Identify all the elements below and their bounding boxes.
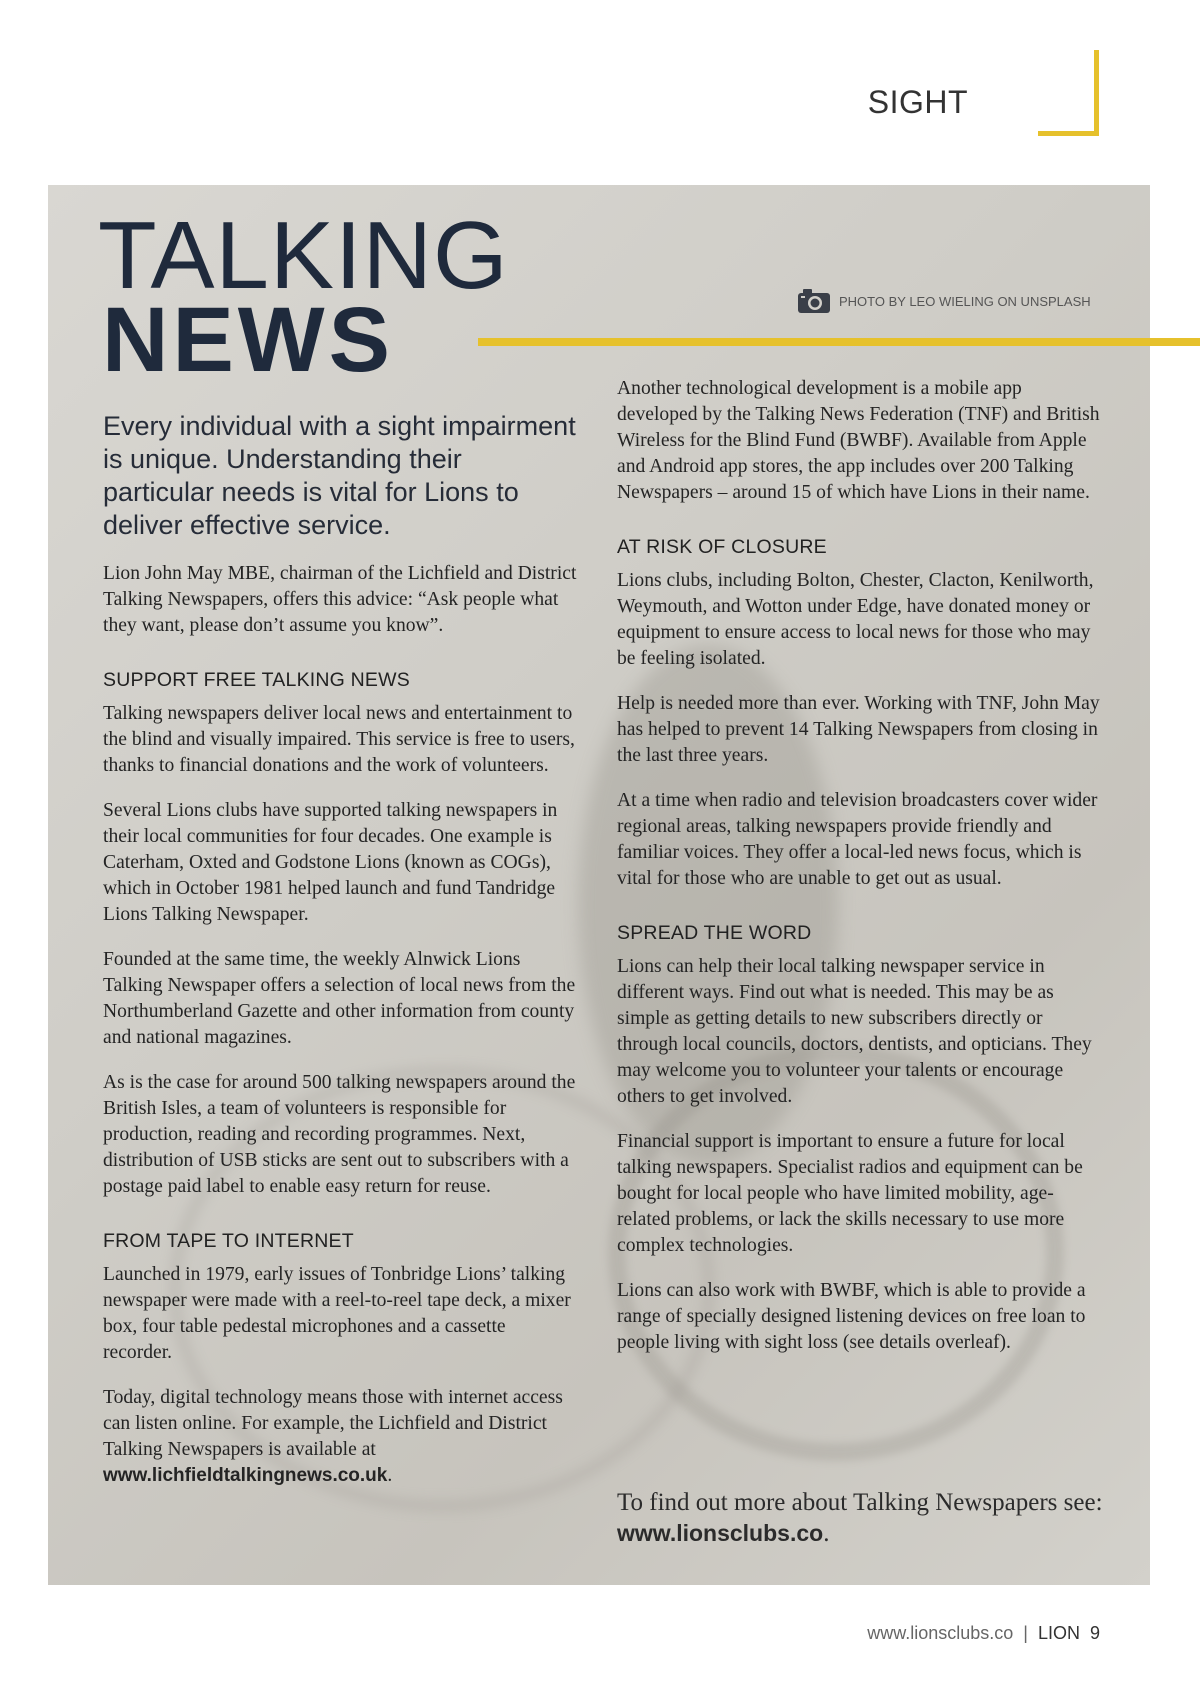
- paragraph: Lions clubs, including Bolton, Chester, Clacton, Kenilworth, Weymouth, and Wotton under Edge, have donated money or equipment to ensure access to local news for those who may be feeling isolated.: [617, 570, 1094, 669]
- footer-url[interactable]: www.lionsclubs.co: [867, 1623, 1014, 1643]
- paragraph: Founded at the same time, the weekly Alnwick Lions Talking Newspaper offers a selection of local news from the Northumberland Gazette and other information from county and national magazines.: [103, 949, 576, 1048]
- paragraph: At a time when radio and television broadcasters cover wider regional areas, talking newspapers provide friendly and familiar voices. They offer a local-led news focus, which is vital for those who are unable to get out as usual.: [617, 790, 1098, 889]
- paragraph: As is the case for around 500 talking newspapers around the British Isles, a team of volunteers is responsible for production, reading and recording programmes. Next, distribution of USB sticks are sent out to subscribers with a postage paid label to enable easy return for reuse.: [103, 1072, 576, 1197]
- footer-publication: LION: [1037, 1623, 1080, 1643]
- section-label: SIGHT: [867, 84, 968, 120]
- paragraph-text: Today, digital technology means those with internet access can listen online. For example, the Lichfield and District Talking Newspapers is available at: [103, 1387, 563, 1460]
- footer-separator: |: [1023, 1623, 1028, 1643]
- article-title-line2: NEWS: [102, 289, 394, 391]
- page-footer: [867, 1623, 1100, 1644]
- find-more-text: To find out more about Talking Newspapers see:: [617, 1489, 1103, 1516]
- article-title-line1: TALKING: [98, 202, 509, 309]
- subheading: AT RISK OF CLOSURE: [617, 536, 827, 558]
- title-accent-rule: [478, 338, 1200, 346]
- paragraph: Lion John May MBE, chairman of the Lichfield and District Talking Newspapers, offers this advice: “Ask people what they want, please don’t assume you know”.: [103, 563, 577, 636]
- paragraph: Lions can help their local talking newspaper service in different ways. Find out what is needed. This may be as simple as getting details to new subscribers directly or through local councils, doctors, dentists, and opticians. They may welcome you to volunteer your talents or encourage others to get involved.: [617, 956, 1092, 1107]
- article-lead: Every individual with a sight impairment is unique. Understanding their particular needs is vital for Lions to deliver effective service.: [103, 411, 576, 540]
- paragraph: Help is needed more than ever. Working with TNF, John May has helped to prevent 14 Talking Newspapers from closing in the last three years.: [617, 693, 1100, 766]
- section-bracket-decoration: [1038, 50, 1099, 136]
- subheading: SPREAD THE WORD: [617, 922, 812, 944]
- lichfield-website-link[interactable]: www.lichfieldtalkingnews.co.uk: [103, 1465, 388, 1486]
- paragraph: Several Lions clubs have supported talking newspapers in their local communities for four decades. One example is Caterham, Oxted and Godstone Lions (known as COGs), which in October 1981 helped launch and fund Tandridge Lions Talking Newspaper.: [103, 800, 558, 925]
- paragraph: Lions can also work with BWBF, which is able to provide a range of specially designed listening devices on free loan to people living with sight loss (see details overleaf).: [617, 1280, 1086, 1353]
- article-right-column: [617, 376, 1107, 1375]
- paragraph-with-link: [103, 1385, 579, 1489]
- find-more-callout: [617, 1488, 1117, 1549]
- paragraph: Another technological development is a mobile app developed by the Talking News Federation (TNF) and British Wireless for the Blind Fund (BWBF). Available from Apple and Android app stores, the app includes over 200 Talking Newspapers – around 15 of which have Lions in their name.: [617, 378, 1100, 503]
- paragraph: Financial support is important to ensure a future for local talking newspapers. Specialist radios and equipment can be bought for local people who have limited mobility, age-related problems, or lack the skills necessary to use more complex technologies.: [617, 1131, 1083, 1256]
- find-more-end: .: [823, 1520, 830, 1547]
- paragraph: Talking newspapers deliver local news and entertainment to the blind and visually impaired. This service is free to users, thanks to financial donations and the work of volunteers.: [103, 703, 575, 776]
- subheading: FROM TAPE TO INTERNET: [103, 1230, 354, 1252]
- photo-credit: [797, 288, 1091, 314]
- photo-credit-text: PHOTO BY LEO WIELING ON UNSPLASH: [839, 293, 1091, 309]
- paragraph: Launched in 1979, early issues of Tonbridge Lions’ talking newspaper were made with a reel-to-reel tape deck, a mixer box, four table pedestal microphones and a cassette recorder.: [103, 1264, 571, 1363]
- page-number: 9: [1089, 1623, 1100, 1643]
- article-left-column: [103, 410, 579, 1508]
- subheading: SUPPORT FREE TALKING NEWS: [103, 669, 410, 691]
- camera-icon: [797, 288, 831, 314]
- lionsclubs-website-link[interactable]: www.lionsclubs.co: [617, 1520, 824, 1546]
- paragraph-end: .: [387, 1465, 393, 1486]
